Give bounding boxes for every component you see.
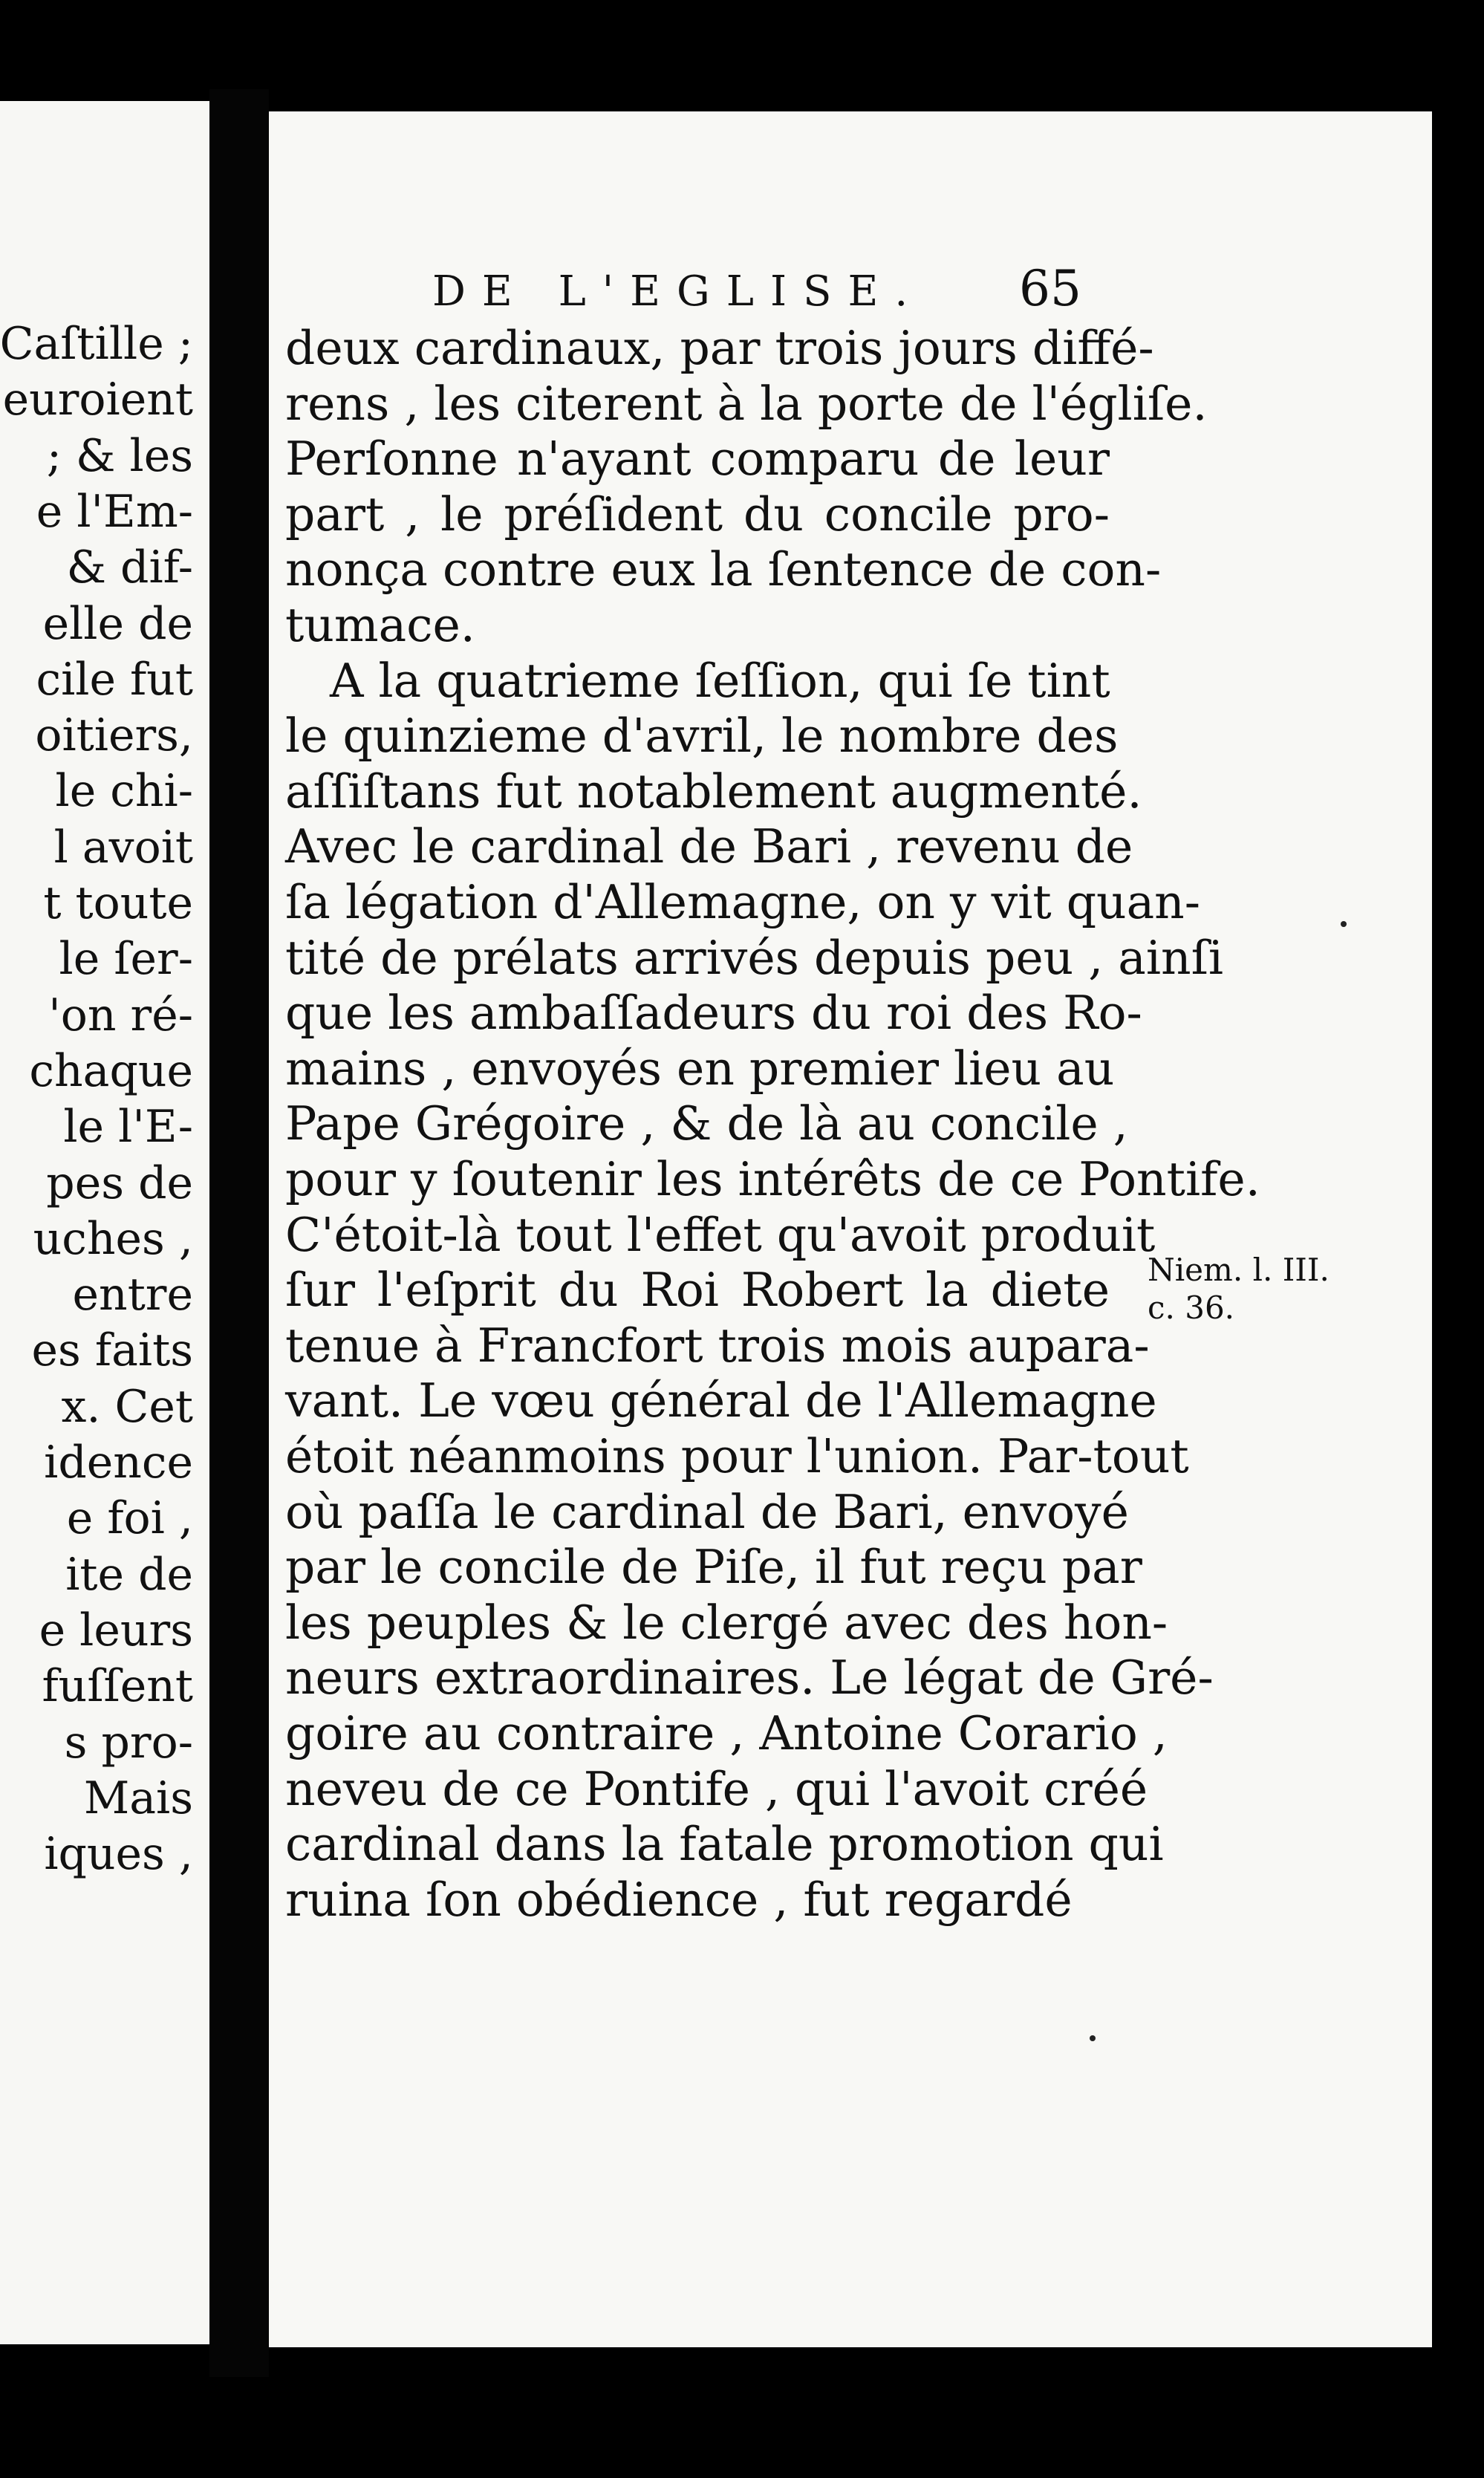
right-page-line: A la quatrieme ſeſſion, qui ſe tint xyxy=(330,653,1110,708)
right-page-line: cardinal dans la fatale promotion qui xyxy=(285,1817,1164,1872)
left-page-line: pes de xyxy=(46,1157,193,1209)
right-page-line: deux cardinaux, par trois jours diffé- xyxy=(285,321,1154,375)
right-page-line: pour y ſoutenir les intérêts de ce Pontife. xyxy=(285,1152,1260,1206)
left-page-line: 'on ré- xyxy=(48,989,193,1041)
right-page-line: ſa légation d'Allemagne, on y vit quan- xyxy=(285,875,1201,929)
left-page-line: Mais xyxy=(83,1772,193,1824)
left-page-line: fuſſent xyxy=(42,1660,193,1713)
right-page-line: Perſonne n'ayant comparu de leur xyxy=(285,432,1110,487)
right-page-line: étoit néanmoins pour l'union. Par-tout xyxy=(285,1429,1189,1483)
left-page-line: s pro- xyxy=(64,1716,193,1769)
page-number: 65 xyxy=(1019,260,1081,317)
right-page-line: Avec le cardinal de Bari , revenu de xyxy=(285,819,1133,874)
right-page-line: le quinzieme d'avril, le nombre des xyxy=(285,709,1119,764)
right-page-line: C'étoit-là tout l'effet qu'avoit produit xyxy=(285,1207,1156,1262)
right-page-line: neveu de ce Pontife , qui l'avoit créé xyxy=(285,1761,1148,1816)
left-page-line: le l'E- xyxy=(63,1101,193,1154)
left-page-line: euroient xyxy=(2,374,193,426)
left-page xyxy=(0,101,209,2344)
right-page-line: que les ambaſſadeurs du roi des Ro- xyxy=(285,986,1142,1041)
right-page-line: part , le préſident du concile pro- xyxy=(285,487,1110,542)
left-page-line: e foi , xyxy=(66,1492,193,1545)
left-page-line: chaque xyxy=(29,1044,193,1097)
left-page-line: le ſer- xyxy=(59,933,193,986)
right-page-line: où paſſa le cardinal de Bari, envoyé xyxy=(285,1484,1129,1539)
left-page-line: idence xyxy=(44,1437,193,1489)
margin-note-chapter: c. 36. xyxy=(1148,1290,1235,1326)
left-page-line: x. Cet xyxy=(61,1380,193,1433)
left-page-line: cile fut xyxy=(36,653,193,706)
ink-speck xyxy=(1341,921,1347,927)
right-page-line: tité de prélats arrivés depuis peu , ainſi xyxy=(285,930,1224,985)
right-page-line: par le concile de Piſe, il fut reçu par xyxy=(285,1540,1142,1595)
right-page-line: les peuples & le clergé avec des hon- xyxy=(285,1595,1168,1650)
left-page-line: elle de xyxy=(42,597,193,650)
right-page-line: ſur l'eſprit du Roi Robert la diete xyxy=(285,1263,1110,1318)
left-page-line: oitiers, xyxy=(35,709,193,762)
right-page-line: ruina ſon obédience , fut regardé xyxy=(285,1872,1073,1927)
right-page-line: neurs extraordinaires. Le légat de Gré- xyxy=(285,1651,1214,1705)
right-page-line: tenue à Francfort trois mois aupara- xyxy=(285,1318,1150,1373)
left-page-line: & dif- xyxy=(66,542,193,594)
right-page-line: vant. Le vœu général de l'Allemagne xyxy=(285,1373,1157,1428)
left-page-line: le chi- xyxy=(55,765,193,818)
left-page-line: t toute xyxy=(43,877,193,929)
left-page-line: e l'Em- xyxy=(36,485,193,538)
right-page-line: Pape Grégoire , & de là au concile , xyxy=(285,1096,1128,1151)
book-gutter xyxy=(209,89,269,2377)
ink-speck xyxy=(1090,2035,1096,2041)
left-page-line: ; & les xyxy=(46,429,193,482)
margin-note-reference: Niem. l. III. xyxy=(1148,1252,1330,1288)
right-page xyxy=(269,111,1432,2347)
running-head: DE L'EGLISE. xyxy=(432,267,925,316)
right-page-line: tumace. xyxy=(285,598,475,652)
right-page-line: rens , les citerent à la porte de l'égliſe. xyxy=(285,376,1208,431)
left-page-line: ite de xyxy=(65,1548,193,1601)
left-page-line: iques , xyxy=(44,1828,193,1881)
left-page-line: uches , xyxy=(33,1212,193,1265)
right-page-line: mains , envoyés en premier lieu au xyxy=(285,1041,1115,1096)
left-page-line: e leurs xyxy=(39,1604,193,1656)
right-page-line: aſſiſtans fut notablement augmenté. xyxy=(285,764,1142,819)
left-page-line: l avoit xyxy=(53,821,193,874)
left-page-line: es faits xyxy=(31,1324,193,1377)
left-page-line: entre xyxy=(72,1269,193,1321)
right-page-line: goire au contraire , Antoine Corario , xyxy=(285,1706,1168,1760)
left-page-line: Caſtille ; xyxy=(0,318,193,370)
right-page-line: nonça contre eux la ſentence de con- xyxy=(285,542,1162,597)
